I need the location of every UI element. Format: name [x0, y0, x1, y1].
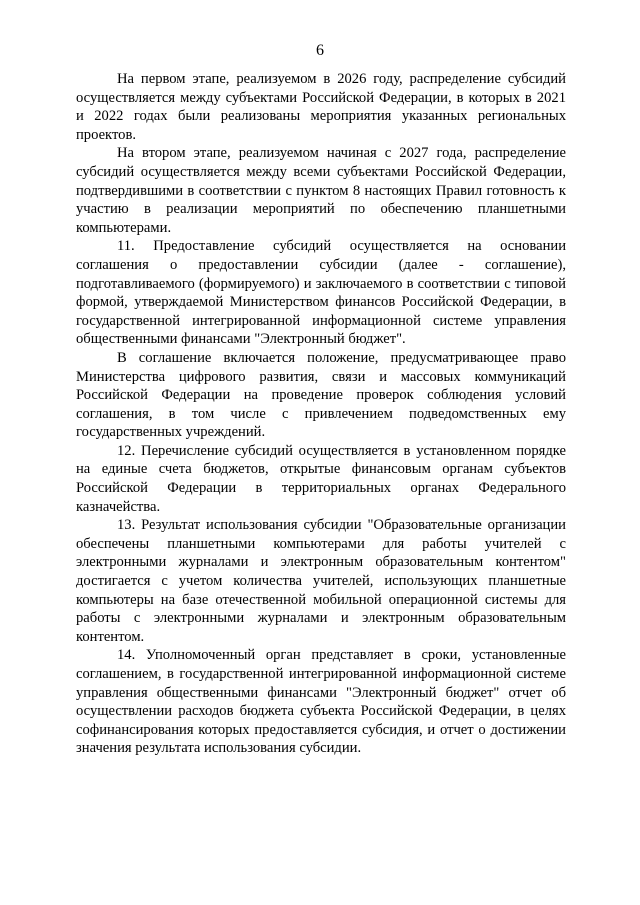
paragraph-item-14: 14. Уполномоченный орган представляет в сроки, установленные соглашением, в государственной интегрированной информационной системе управления общественными финансами "Электронный бюджет" отчет об осуществлении расходов бюджета субъекта Российской Федерации, в целях софинансирования которых предоставляется субсидия, и отчет о достижении значения результата использования субсидии. — [76, 647, 566, 757]
paragraph-stage-two: На втором этапе, реализуемом начиная с 2027 года, распределение субсидий осуществляется между всеми субъектами Российской Федерации, подтвердившими в соответствии с пунктом 8 настоящих Правил готовность к участию в реализации мероприятий по обеспечению планшетными компьютерами. — [76, 145, 566, 236]
paragraph-item-13: 13. Результат использования субсидии "Образовательные организации обеспечены планшетными компьютерами для работы учителей с электронными журналами и электронным образовательным контентом" достигается с учетом количества учителей, использующих планшетные компьютеры на базе отечественной мобильной операционной системы для работы с электронными журналами и электронным образовательным контентом. — [76, 517, 566, 645]
paragraph-item-11: 11. Предоставление субсидий осуществляется на основании соглашения о предоставлении субсидии (далее - соглашение), подготавливаемого (формируемого) и заключаемого в соответствии с типовой формой, утверждаемой Министерством финансов Российской Федерации, в государственной интегрированной информационной системе управления общественными финансами "Электронный бюджет". — [76, 238, 566, 348]
paragraph-item-12: 12. Перечисление субсидий осуществляется в установленном порядке на единые счета бюджетов, открытые финансовым органам субъектов Российской Федерации в территориальных органах Федерального казначейства. — [76, 442, 566, 515]
document-body — [76, 70, 566, 758]
paragraph-stage-one: На первом этапе, реализуемом в 2026 году, распределение субсидий осуществляется между субъектами Российской Федерации, в которых в 2021 и 2022 годах были реализованы мероприятия указанных региональных проектов. — [76, 71, 566, 143]
paragraph-agreement-provision: В соглашение включается положение, предусматривающее право Министерства цифрового развития, связи и массовых коммуникаций Российской Федерации на проведение проверок соблюдения условий соглашения, в том числе с привлечением подведомственных ему государственных учреждений. — [76, 349, 566, 441]
page-number: 6 — [316, 42, 324, 59]
